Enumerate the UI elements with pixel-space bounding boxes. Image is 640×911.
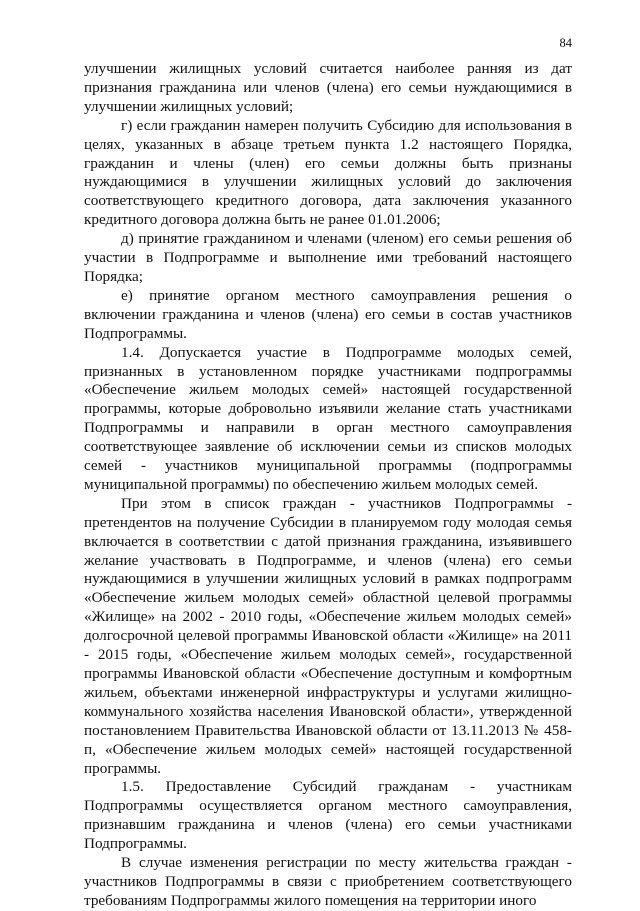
page-number: 84	[559, 36, 572, 50]
document-body	[84, 60, 572, 911]
paragraph-section-1-5: 1.5. Предоставление Субсидий гражданам - участникам Подпрограммы осуществляется органом местного самоуправления, признавшим гражданина и членов (члена) его семьи участниками Подпрограммы.	[84, 778, 572, 853]
paragraph-registration-change: В случае изменения регистрации по месту жительства граждан - участников Подпрограммы в связи с приобретением соответствующего требованиям Подпрограммы жилого помещения на территории иного	[84, 854, 572, 909]
paragraph-list-inclusion: При этом в список граждан - участников Подпрограммы - претендентов на получение Субсидии в планируемом году молодая семья включается в соответствии с датой признания гражданина, изъявившего желание участвовать в Подпрограмме, и членов (члена) его семьи нуждающимися в улучшении жилищных условий в рамках подпрограмм «Обеспечение жильем молодых семей» областной целевой программы «Жилище» на 2002 - 2010 годы, «Обеспечение жильем молодых семей» долгосрочной целевой программы Ивановской области «Жилище» на 2011 - 2015 годы, «Обеспечение жильем молодых семей», государственной программы Ивановской области «Обеспечение доступным и комфортным жильем, объектами инженерной инфраструктуры и услугами жилищно-коммунального хозяйства населения Ивановской области», утвержденной постановлением Правительства Ивановской области от 13.11.2013 № 458-п, «Обеспечение жильем молодых семей» настоящей государственной программы.	[84, 494, 572, 777]
paragraph-section-1-4: 1.4. Допускается участие в Подпрограмме молодых семей, признанных в установленном порядке участниками подпрограммы «Обеспечение жильем молодых семей» настоящей государственной программы, которые добровольно изъявили желание стать участниками Подпрограммы и направили в орган местного самоуправления соответствующее заявление об исключении семьи из списков молодых семей - участников муниципальной программы (подпрограммы муниципальной программы) по обеспечению жильем молодых семей.	[84, 343, 572, 493]
paragraph-item-g: г) если гражданин намерен получить Субсидию для использования в целях, указанных в абзаце третьем пункта 1.2 настоящего Порядка, гражданин и члены (член) его семьи должны быть признаны нуждающимися в улучшении жилищных условий до заключения соответствующего кредитного договора, дата заключения указанного кредитного договора должна быть не ранее 01.01.2006;	[84, 116, 572, 229]
paragraph-continuation: улучшении жилищных условий считается наиболее ранняя из дат признания гражданина или членов (члена) его семьи нуждающимися в улучшении жилищных условий;	[84, 60, 572, 115]
paragraph-item-e: е) принятие органом местного самоуправления решения о включении гражданина и членов (члена) его семьи в состав участников Подпрограммы.	[84, 286, 572, 342]
paragraph-item-d: д) принятие гражданином и членами (членом) его семьи решения об участии в Подпрограмме и выполнение ими требований настоящего Порядка;	[84, 230, 572, 285]
